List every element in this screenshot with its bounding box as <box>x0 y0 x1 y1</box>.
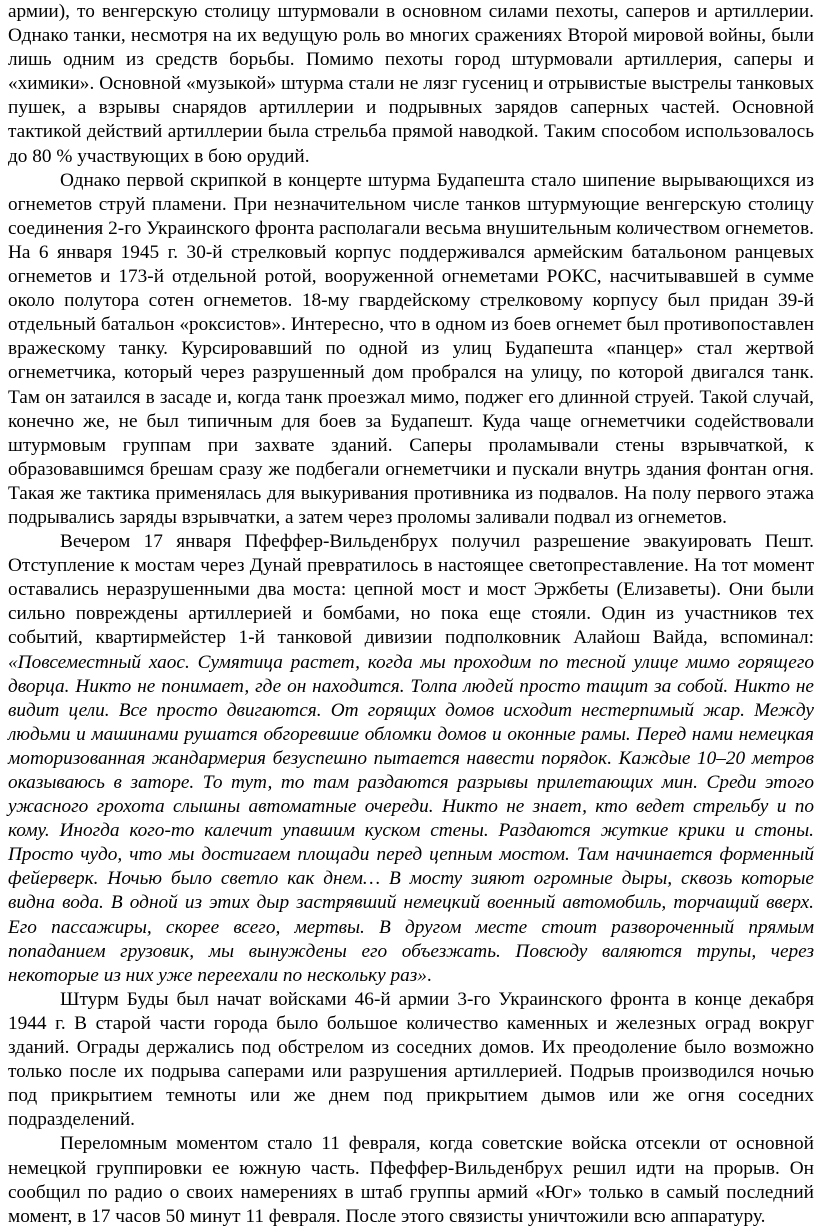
paragraph-1 <box>8 0 814 169</box>
paragraph-3-text: Вечером 17 января Пфеффер-Вильденбрух получил разрешение эвакуировать Пешт. Отступление к мостам через Дунай превратилось в настоящее светопреставление. На тот момент оставались неразрушенными два моста: цепной мост и мост Эржбеты (Елизаветы). Они были сильно повреждены артиллерией и бомбами, но пока еще стояли. Один из участников тех событий, квартирмейстер 1-й танковой дивизии подполковник Алайош Вайда, вспоминал: <box>8 531 814 649</box>
paragraph-3-quote: «Повсеместный хаос. Сумятица растет, когда мы проходим по тесной улице мимо горящего дворца. Никто не понимает, где он находится. Толпа людей просто тащит за собой. Никто не видит цели. Все просто двигаются. От горящих домов исходит нестерпимый жар. Между людьми и машинами рушатся обгоревшие обломки домов и оконные рамы. Перед нами немецкая моторизованная жандармерия безуспешно пытается навести порядок. Каждые 10–20 метров оказываюсь в заторе. То тут, то там раздаются разрывы прилетающих мин. Среди этого ужасного грохота слышны автоматные очереди. Никто не знает, кто ведет стрельбу и по кому. Иногда кого-то калечит упавшим куском стены. Раздаются жуткие крики и стоны. Просто чудо, что мы достигаем площади перед цепным мостом. Там начинается форменный фейерверк. Ночью было светло как днем… В мосту зияют огромные дыры, сквозь которые видна вода. В одной из этих дыр застрявший немецкий военный автомобиль, торчащий вверх. Его пассажиры, скорее всего, мертвы. В другом месте стоит развороченный прямым попаданием грузовик, мы вынуждены его объезжать. Повсюду валяются трупы, через некоторые из них уже переехали по нескольку раз» <box>8 651 814 986</box>
document-page <box>8 0 814 1229</box>
paragraph-3-end: . <box>426 964 432 986</box>
paragraph-4-text: Штурм Буды был начат войсками 46-й армии 3-го Украинского фронта в конце декабря 1944 г. В старой части города было большое количество каменных и железных оград вокруг зданий. Ограды держались под обстрелом из соседних домов. Их преодоление было возможно только после их подрыва саперами или разрушения артиллерией. Подрыв производился ночью под прикрытием темноты или же днем под прикрытием дымов или же огня соседних подразделений. <box>8 988 814 1131</box>
paragraph-4 <box>8 988 814 1133</box>
paragraph-1-text: армии), то венгерскую столицу штурмовали в основном силами пехоты, саперов и артиллерии. Однако танки, несмотря на их ведущую роль во многих сражениях Второй мировой войны, были лишь одним из средств борьбы. Помимо пехоты город штурмовали артиллерия, саперы и «химики». Основной «музыкой» штурма стали не лязг гусениц и отрывистые выстрелы танковых пушек, а взрывы снарядов артиллерии и подрывных зарядов саперных частей. Основной тактикой действий артиллерии была стрельба прямой наводкой. Таким способом использовалось до 80 % участвующих в бою орудий. <box>8 1 814 167</box>
paragraph-3 <box>8 530 814 988</box>
paragraph-5-text: Переломным моментом стало 11 февраля, когда советские войска отсекли от основной немецкой группировки ее южную часть. Пфеффер-Вильденбрух решил идти на прорыв. Он сообщил по радио о своих намерениях в штаб группы армий «Юг» только в самый последний момент, в 17 часов 50 минут 11 февраля. После этого связисты уничтожили всю аппаратуру. <box>8 1133 814 1227</box>
paragraph-5 <box>8 1132 814 1228</box>
paragraph-2 <box>8 169 814 530</box>
paragraph-2-text: Однако первой скрипкой в концерте штурма Будапешта стало шипение вырывающихся из огнеметов струй пламени. При незначительном числе танков штурмующие венгерскую столицу соединения 2-го Украинского фронта располагали весьма внушительным количеством огнеметов. На 6 января 1945 г. 30-й стрелковый корпус поддерживался армейским батальоном ранцевых огнеметов и 173-й отдельной ротой, вооруженной огнеметами РОКС, насчитывавшей в сумме около полутора сотен огнеметов. 18-му гвардейскому стрелковому корпусу был придан 39-й отдельный батальон «роксистов». Интересно, что в одном из боев огнемет был противопоставлен вражескому танку. Курсировавший по одной из улиц Будапешта «панцер» стал жертвой огнеметчика, который через разрушенный дом пробрался на улицу, по которой двигался танк. Там он затаился в засаде и, когда танк проезжал мимо, поджег его длинной струей. Такой случай, конечно же, не был типичным для боев за Будапешт. Куда чаще огнеметчики содействовали штурмовым группам при захвате зданий. Саперы проламывали стены взрывчаткой, к образовавшимся брешам сразу же подбегали огнеметчики и пускали внутрь здания фонтан огня. Такая же тактика применялась для выкуривания противника из подвалов. На полу первого этажа подрывались заряды взрывчатки, а затем через проломы заливали подвал из огнеметов. <box>8 169 814 528</box>
